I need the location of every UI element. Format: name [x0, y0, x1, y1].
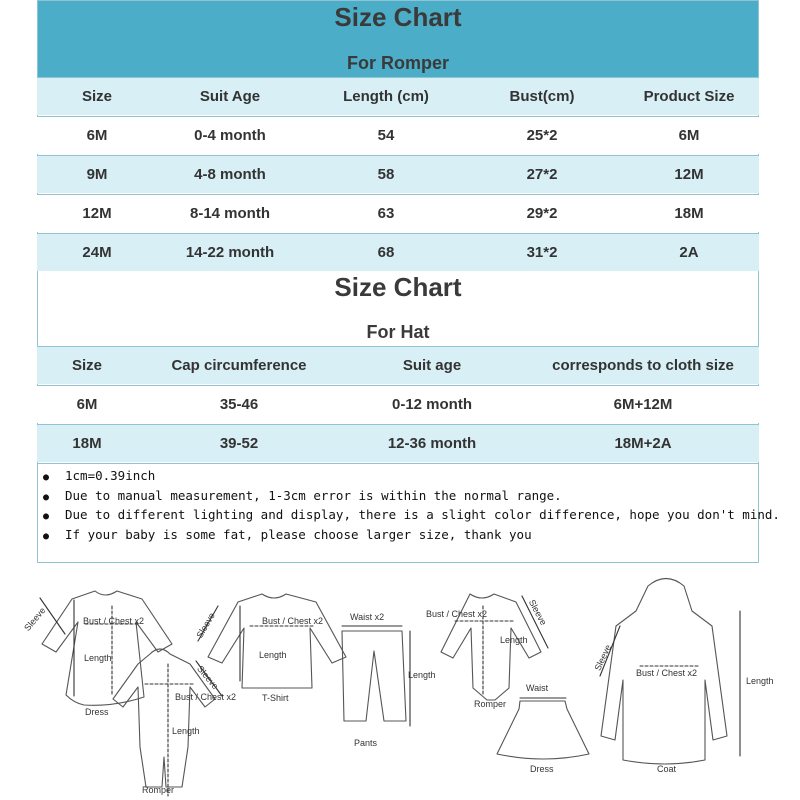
cell-product-size: 12M [674, 166, 704, 183]
bust-label: Bust / Chest x2 [636, 668, 698, 678]
bust-label: Bust / Chest x2 [426, 609, 488, 619]
table-row [37, 155, 759, 193]
header-suit-age: Suit age [402, 357, 462, 374]
header-cloth-size: corresponds to cloth size [552, 357, 734, 374]
cell-cap-circumference: 35-46 [219, 396, 259, 413]
length-label: Length [408, 670, 436, 680]
cell-length: 63 [377, 205, 395, 222]
romper-title: Size Chart [334, 2, 462, 32]
length-label: Length [84, 653, 112, 663]
cell-length: 54 [377, 127, 395, 144]
coat-illustration [592, 579, 773, 775]
cell-suit-age: 12-36 month [387, 435, 477, 452]
hat-title: Size Chart [334, 272, 462, 302]
header-size: Size [71, 357, 102, 374]
pants-illustration [342, 612, 436, 748]
header-suit-age: Suit Age [199, 88, 261, 105]
cell-bust: 31*2 [526, 244, 558, 261]
header-length: Length (cm) [343, 88, 429, 105]
note-text: If your baby is some fat, please choose larger size, thank you [65, 526, 532, 542]
list-item: ● If your baby is some fat, please choose larger size, thank you [43, 526, 532, 542]
cell-length: 68 [377, 244, 395, 261]
tshirt-label: T-Shirt [262, 693, 289, 703]
divider [37, 463, 759, 464]
list-item: ● Due to different lighting and display, there is a slight color difference, hope you don't mind. [43, 507, 780, 522]
sleeve-label: Sleeve [22, 605, 48, 633]
romper-illustration [113, 649, 236, 796]
cell-product-size: 2A [679, 244, 699, 261]
table-row [37, 424, 759, 462]
cell-size: 18M [72, 435, 102, 452]
table-row [37, 194, 759, 232]
romper-label: Romper [474, 699, 507, 709]
table-row [37, 116, 759, 154]
list-item: ● 1cm=0.39inch [43, 468, 156, 483]
length-label: Length [746, 676, 774, 686]
cell-suit-age: 8-14 month [189, 205, 270, 222]
sleeve-label: Sleeve [592, 643, 614, 673]
hat-header-row [37, 346, 759, 384]
header-size: Size [81, 88, 112, 105]
note-text: Due to different lighting and display, there is a slight color difference, hope you don't mind. [65, 507, 780, 522]
cell-product-size: 18M [674, 205, 704, 222]
pants-label: Pants [354, 738, 378, 748]
note-text: 1cm=0.39inch [65, 468, 156, 483]
cell-suit-age: 4-8 month [194, 166, 266, 183]
romper-header-row [37, 77, 759, 115]
notes-list [43, 466, 780, 544]
bust-label: Bust / Chest x2 [83, 616, 145, 626]
waist-label: Waist [526, 683, 549, 693]
cell-cap-circumference: 39-52 [219, 435, 259, 452]
cell-cloth-size: 6M+12M [613, 396, 673, 413]
cell-bust: 25*2 [526, 127, 558, 144]
header-bust: Bust(cm) [509, 88, 575, 105]
romper-subtitle: For Romper [346, 53, 449, 73]
bust-label: Bust / Chest x2 [262, 616, 324, 626]
length-label: Length [259, 650, 287, 660]
cell-size: 9M [86, 166, 108, 183]
cell-size: 6M [76, 396, 98, 413]
length-label: Length [500, 635, 528, 645]
waist-label: Waist x2 [350, 612, 385, 622]
cell-suit-age: 14-22 month [185, 244, 275, 261]
dress-label: Dress [530, 764, 554, 774]
list-item: ● Due to manual measurement, 1-3cm error is within the normal range. [43, 487, 562, 503]
hat-subtitle: For Hat [366, 322, 430, 342]
sleeve-label: Sleeve [194, 610, 217, 640]
cell-bust: 27*2 [526, 166, 558, 183]
table-row [37, 385, 759, 423]
romper-label: Romper [142, 785, 175, 795]
cell-suit-age: 0-12 month [391, 396, 472, 413]
cell-bust: 29*2 [526, 205, 558, 222]
note-text: Due to manual measurement, 1-3cm error is within the normal range. [65, 487, 562, 503]
sleeve-label: Sleeve [195, 663, 221, 692]
cell-size: 24M [82, 244, 112, 261]
skirt-illustration [497, 683, 589, 774]
cell-size: 12M [82, 205, 112, 222]
coat-label: Coat [657, 764, 677, 774]
measurement-diagram [0, 566, 800, 800]
header-cap-circumference: Cap circumference [171, 357, 307, 374]
bust-label: Bust / Chest x2 [175, 692, 237, 702]
sleeve-label: Sleeve [526, 597, 549, 627]
length-label: Length [172, 726, 200, 736]
cell-suit-age: 0-4 month [194, 127, 266, 144]
header-product-size: Product Size [643, 88, 735, 105]
table-row [37, 233, 759, 271]
cell-size: 6M [86, 127, 108, 144]
dress-label: Dress [85, 707, 109, 717]
cell-cloth-size: 18M+2A [614, 435, 672, 452]
cell-length: 58 [377, 166, 395, 183]
cell-product-size: 6M [678, 127, 700, 144]
